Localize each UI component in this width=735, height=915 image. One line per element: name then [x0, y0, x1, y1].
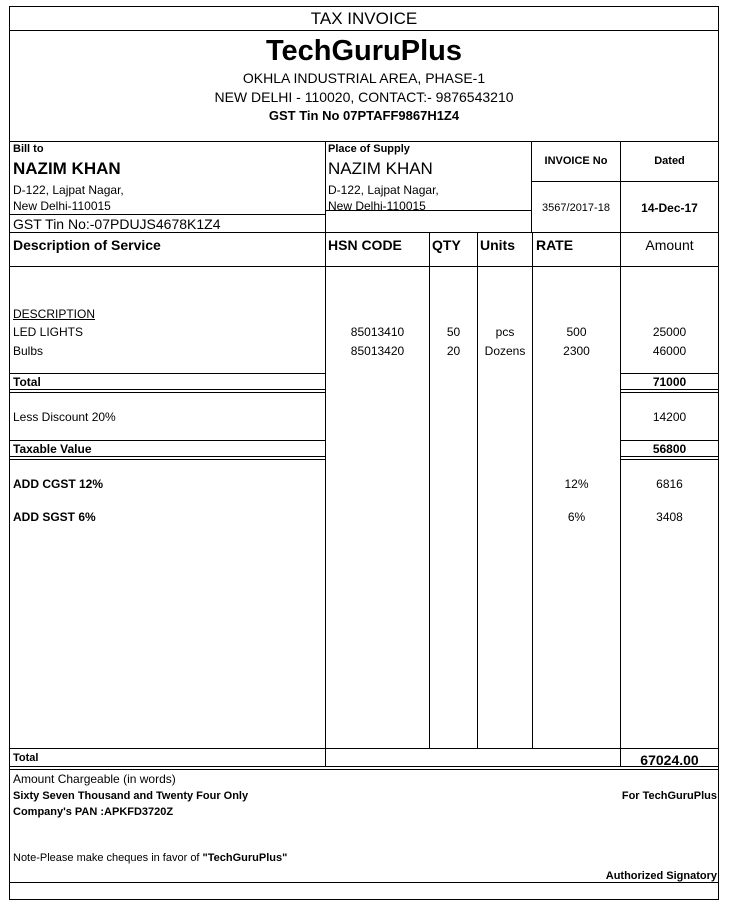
for-company: For TechGuruPlus	[621, 790, 717, 802]
col-header-hsn: HSN CODE	[328, 237, 402, 253]
grand-total-amount: 67024.00	[640, 752, 699, 768]
grand-total-label: Total	[13, 752, 39, 764]
cgst-label: ADD CGST 12%	[13, 477, 104, 491]
item-description: Bulbs	[13, 344, 44, 358]
item-qty: 20	[446, 344, 461, 358]
item-units: Dozens	[484, 344, 526, 358]
item-hsn: 85013420	[350, 344, 405, 358]
authorized-signatory: Authorized Signatory	[605, 870, 717, 882]
divider	[10, 389, 325, 390]
cgst-amount: 6816	[656, 477, 683, 491]
amount-words-label: Amount Chargeable (in words)	[13, 772, 176, 786]
taxable-label: Taxable Value	[13, 442, 92, 456]
item-amount: 25000	[652, 325, 687, 339]
cheque-note-prefix: Note-Please make cheques in favor of	[13, 852, 203, 864]
discount-amount: 14200	[652, 410, 687, 424]
discount-label: Less Discount 20%	[13, 410, 116, 424]
sgst-amount: 3408	[656, 510, 683, 524]
col-header-qty: QTY	[432, 237, 461, 253]
bill-to-address1: D-122, Lajpat Nagar,	[13, 183, 124, 197]
divider	[10, 456, 325, 457]
invoice-no-label: INVOICE No	[544, 155, 608, 167]
item-description: LED LIGHTS	[13, 325, 84, 339]
description-heading: DESCRIPTION	[13, 307, 96, 321]
place-of-supply-address1: D-122, Lajpat Nagar,	[328, 183, 439, 197]
item-rate: 2300	[563, 344, 590, 358]
divider	[10, 392, 325, 393]
cheque-note-company: "TechGuruPlus"	[202, 852, 288, 864]
company-name: TechGuruPlus	[265, 35, 463, 67]
sgst-rate: 6%	[567, 510, 586, 524]
page-title: TAX INVOICE	[310, 9, 418, 28]
company-pan: Company's PAN :APKFD3720Z	[13, 806, 174, 818]
divider	[620, 459, 718, 460]
divider	[10, 214, 325, 215]
place-of-supply-name: NAZIM KHAN	[328, 159, 433, 178]
item-hsn: 85013410	[350, 325, 405, 339]
dated-label: Dated	[654, 155, 685, 167]
col-header-description: Description of Service	[13, 237, 161, 253]
divider	[10, 766, 718, 767]
total-amount: 71000	[652, 375, 687, 389]
item-units: pcs	[495, 325, 515, 339]
divider	[620, 389, 718, 390]
total-label: Total	[13, 375, 41, 389]
company-address-line2: NEW DELHI - 110020, CONTACT:- 9876543210	[214, 89, 514, 105]
cgst-rate: 12%	[564, 477, 589, 491]
col-header-rate: RATE	[536, 237, 574, 253]
place-of-supply-address2: New Delhi-110015	[328, 199, 426, 213]
cheque-note	[13, 852, 287, 865]
sgst-label: ADD SGST 6%	[13, 510, 96, 524]
invoice-date: 14-Dec-17	[641, 201, 698, 215]
divider	[620, 392, 718, 393]
taxable-amount: 56800	[652, 442, 687, 456]
item-rate: 500	[566, 325, 587, 339]
col-header-amount: Amount	[645, 237, 694, 253]
bill-to-label: Bill to	[13, 143, 44, 155]
divider	[10, 232, 718, 233]
divider	[477, 232, 478, 748]
divider	[325, 141, 326, 767]
divider	[10, 373, 325, 374]
bill-to-address2: New Delhi-110015	[13, 199, 111, 213]
divider	[10, 440, 325, 441]
divider	[10, 266, 718, 267]
divider	[10, 141, 718, 142]
item-amount: 46000	[652, 344, 687, 358]
divider	[620, 456, 718, 457]
divider	[531, 181, 718, 182]
divider	[10, 30, 718, 31]
divider	[620, 373, 718, 374]
col-header-units: Units	[480, 237, 515, 253]
place-of-supply-label: Place of Supply	[328, 143, 410, 155]
bill-to-name: NAZIM KHAN	[13, 159, 121, 178]
divider	[620, 440, 718, 441]
bill-to-gst: GST Tin No:-07PDUJS4678K1Z4	[13, 216, 221, 232]
company-address-line1: OKHLA INDUSTRIAL AREA, PHASE-1	[242, 70, 486, 86]
invoice-no: 3567/2017-18	[542, 202, 610, 214]
divider	[10, 459, 325, 460]
item-qty: 50	[446, 325, 461, 339]
divider	[429, 232, 430, 748]
divider	[10, 748, 718, 749]
company-gst: GST Tin No 07PTAFF9867H1Z4	[268, 108, 460, 123]
divider	[10, 769, 718, 770]
amount-words: Sixty Seven Thousand and Twenty Four Only	[13, 790, 249, 802]
